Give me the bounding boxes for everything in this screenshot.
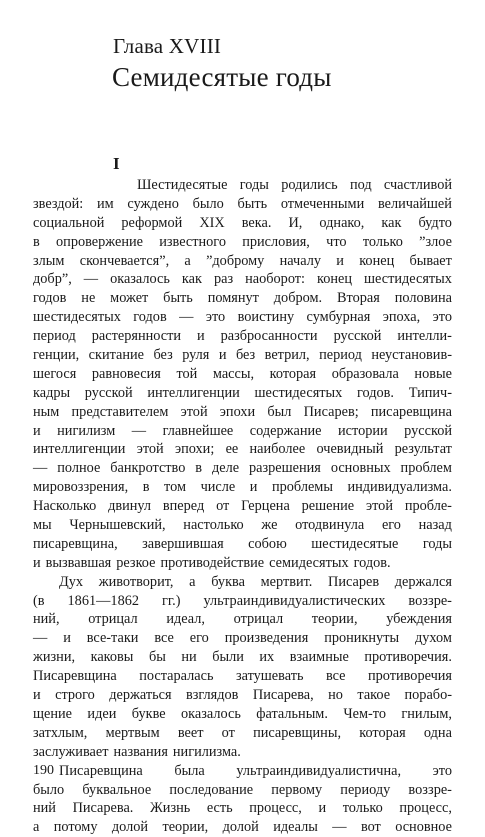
text-line: щение идеи букве оказалось фатальным. Чем-то гнилым,	[33, 705, 452, 722]
text-line: и строго держаться взглядов Писарева, но такое порабо-	[33, 687, 452, 704]
text-line: в опровержение известного присловия, что только ”злое	[33, 233, 452, 250]
chapter-label: Глава XVIII	[113, 34, 222, 58]
text-line: Писаревщина постаралась затушевать все противоречия	[33, 668, 452, 685]
text-line: мы Чернышевский, настолько же отодвинула его назад	[33, 517, 452, 534]
text-line: кадры русской интеллигенции шестидесятых годов. Типич-	[33, 384, 452, 401]
text-line: затхлым, мертвым веет от писаревщины, которая одна	[33, 724, 452, 741]
text-line: мировоззрения, в том числе и проблемы индивидуализма.	[33, 479, 452, 496]
text-line: звездой: им суждено было быть отмеченными величайшей	[33, 195, 452, 212]
text-line: шегося равновесия той массы, которая образовала новые	[33, 365, 452, 382]
page-number: 190	[33, 763, 54, 778]
chapter-title: Семидесятые годы	[112, 62, 332, 92]
text-line: интеллигенции этой эпохи; ее наиболее очевидный результат	[33, 441, 452, 458]
text-line: Писаревщина была ультраиндивидуалистична, это	[59, 762, 452, 779]
text-line: шестидесятых годов — это воистину сумбурная эпоха, это	[33, 309, 452, 326]
body-text	[33, 176, 452, 837]
text-line: — и все-таки все его произведения проникнуты духом	[33, 630, 452, 647]
text-line: и вызвавшая резкое противодействие семидесятых годов.	[33, 554, 391, 571]
text-line: Насколько двинул вперед от Герцена решение этой пробле-	[33, 498, 452, 515]
text-line: ний, отрицал идеал, отрицал теории, убеждения	[33, 611, 452, 628]
text-line: ным представителем этой эпохи был Писарев; писаревщина	[33, 403, 452, 420]
section-number: I	[113, 154, 120, 173]
text-line: писаревщина, завершившая собою шестидесятые годы	[33, 535, 452, 552]
text-line: было буквальное последование первому периоду воззре-	[33, 781, 452, 798]
text-line: Шестидесятые годы родились под счастливой	[137, 177, 452, 193]
text-line: — полное банкротство в деле разрешения основных проблем	[33, 460, 452, 477]
text-line: злым скончевается”, а ”доброму началу и конец бывает	[33, 252, 452, 269]
text-line: ний Писарева. Жизнь есть процесс, и только процесс,	[33, 800, 452, 817]
text-line: добр”, — оказалось как раз наоборот: конец шестидесятых	[33, 271, 452, 288]
text-line: генции, скитание без руля и без ветрил, период неустановив-	[33, 347, 452, 364]
text-line: период растерянности и разбросанности русской интелли-	[33, 328, 452, 345]
text-line: и нигилизм — главнейшее содержание истории русской	[33, 422, 452, 439]
text-line: Дух животворит, а буква мертвит. Писарев держался	[59, 573, 452, 590]
text-line: социальной реформой XIX века. И, однако, как будто	[33, 214, 452, 231]
text-line: годов не может быть помянут добром. Вторая половина	[33, 290, 452, 307]
text-line: (в 1861—1862 гг.) ультраиндивидуалистических воззре-	[33, 592, 452, 609]
text-line: жизни, каковы бы ни были их взаимные противоречия.	[33, 649, 452, 666]
text-line: а потому долой теории, долой идеалы — вот основное	[33, 819, 452, 836]
text-line: заслуживает названия нигилизма.	[33, 743, 241, 760]
